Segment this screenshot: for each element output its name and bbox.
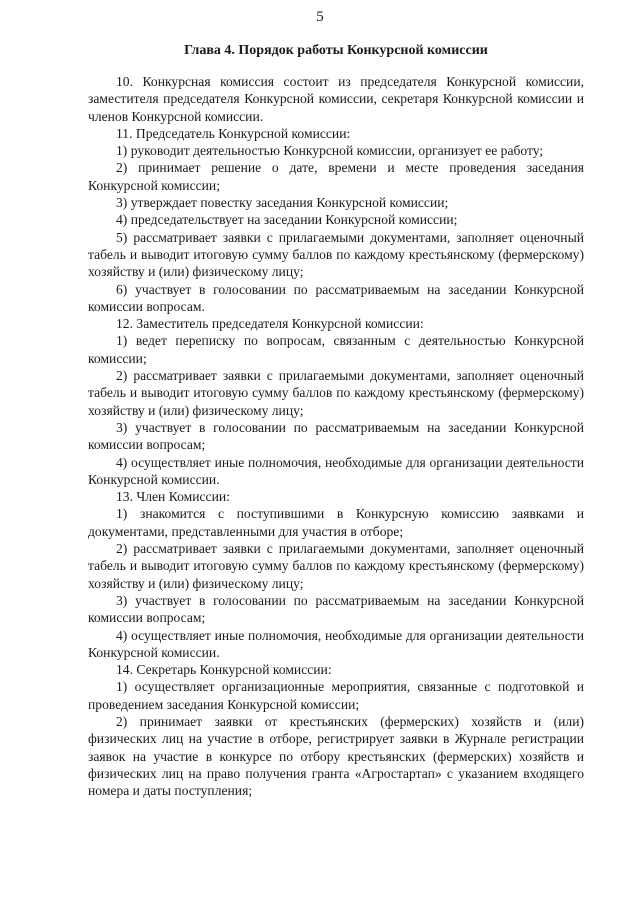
paragraph-13-item-3: 3) участвует в голосовании по рассматриваемым на заседании Конкурсной комиссии вопросам; (88, 592, 584, 626)
paragraph-14-item-1: 1) осуществляет организационные мероприятия, связанные с подготовкой и проведением заседания Конкурсной комиссии; (88, 679, 584, 712)
paragraph-11-heading: 11. Председатель Конкурсной комиссии: (116, 125, 351, 141)
paragraph-12-item-2: 2) рассматривает заявки с прилагаемыми документами, заполняет оценочный табель и выводит итоговую сумму баллов по каждому крестьянскому (фермерскому) хозяйству и (или) физическому лицу; (88, 368, 584, 418)
paragraph-11-item-6: 6) участвует в голосовании по рассматриваемым на заседании Конкурсной комиссии вопросам. (88, 281, 584, 314)
paragraph-12-item-4: 4) осуществляет иные полномочия, необходимые для организации деятельности Конкурсной комиссии. (88, 454, 584, 487)
paragraph-11-item-5: 5) рассматривает заявки с прилагаемыми документами, заполняет оценочный табель и выводит итоговую сумму баллов по каждому крестьянскому (фермерскому) хозяйству и (или) физическому лицу; (88, 229, 584, 280)
paragraph-11-item-4: 4) председательствует на заседании Конкурсной комиссии; (116, 212, 458, 228)
paragraph-10: 10. Конкурсная комиссия состоит из председателя Конкурсной комиссии, заместителя председателя Конкурсной комиссии, секретаря Конкурсной комиссии и членов Конкурсной комиссии. (88, 74, 584, 124)
paragraph-12-item-3: 3) участвует в голосовании по рассматриваемым на заседании Конкурсной комиссии вопросам; (88, 419, 584, 453)
paragraph-11-item-1: 1) руководит деятельностью Конкурсной комиссии, организует ее работу; (116, 143, 544, 159)
page-number: 5 (316, 9, 324, 25)
paragraph-14-heading: 14. Секретарь Конкурсной комиссии: (116, 662, 332, 678)
paragraph-12-item-1: 1) ведет переписку по вопросам, связанным с деятельностью Конкурсной комиссии; (88, 333, 584, 366)
paragraph-13-item-1: 1) знакомится с поступившими в Конкурсную комиссию заявками и документами, представленными для участия в отборе; (88, 506, 584, 539)
paragraph-13-heading: 13. Член Комиссии: (116, 489, 230, 505)
paragraph-12-heading: 12. Заместитель председателя Конкурсной комиссии: (116, 316, 424, 332)
paragraph-13-item-4: 4) осуществляет иные полномочия, необходимые для организации деятельности Конкурсной комиссии. (88, 627, 584, 660)
chapter-title: Глава 4. Порядок работы Конкурсной комиссии (184, 43, 488, 58)
paragraph-14-item-2: 2) принимает заявки от крестьянских (фермерских) хозяйств и (или) физических лиц на участие в отборе, регистрирует заявки в Журнале регистрации заявок на участие в конкурсе по отбору крестьянских (фермерских) хозяйств и физических лиц на право получения гранта «Агростартап» с указанием входящего номера и даты поступления; (88, 713, 584, 799)
paragraph-11-item-3: 3) утверждает повестку заседания Конкурсной комиссии; (116, 195, 449, 211)
paragraph-11-item-2: 2) принимает решение о дате, времени и месте проведения заседания Конкурсной комиссии; (88, 160, 584, 193)
document-body (88, 73, 584, 799)
paragraph-13-item-2: 2) рассматривает заявки с прилагаемыми документами, заполняет оценочный табель и выводит итоговую сумму баллов по каждому крестьянскому (фермерскому) хозяйству и (или) физическому лицу; (88, 541, 584, 591)
